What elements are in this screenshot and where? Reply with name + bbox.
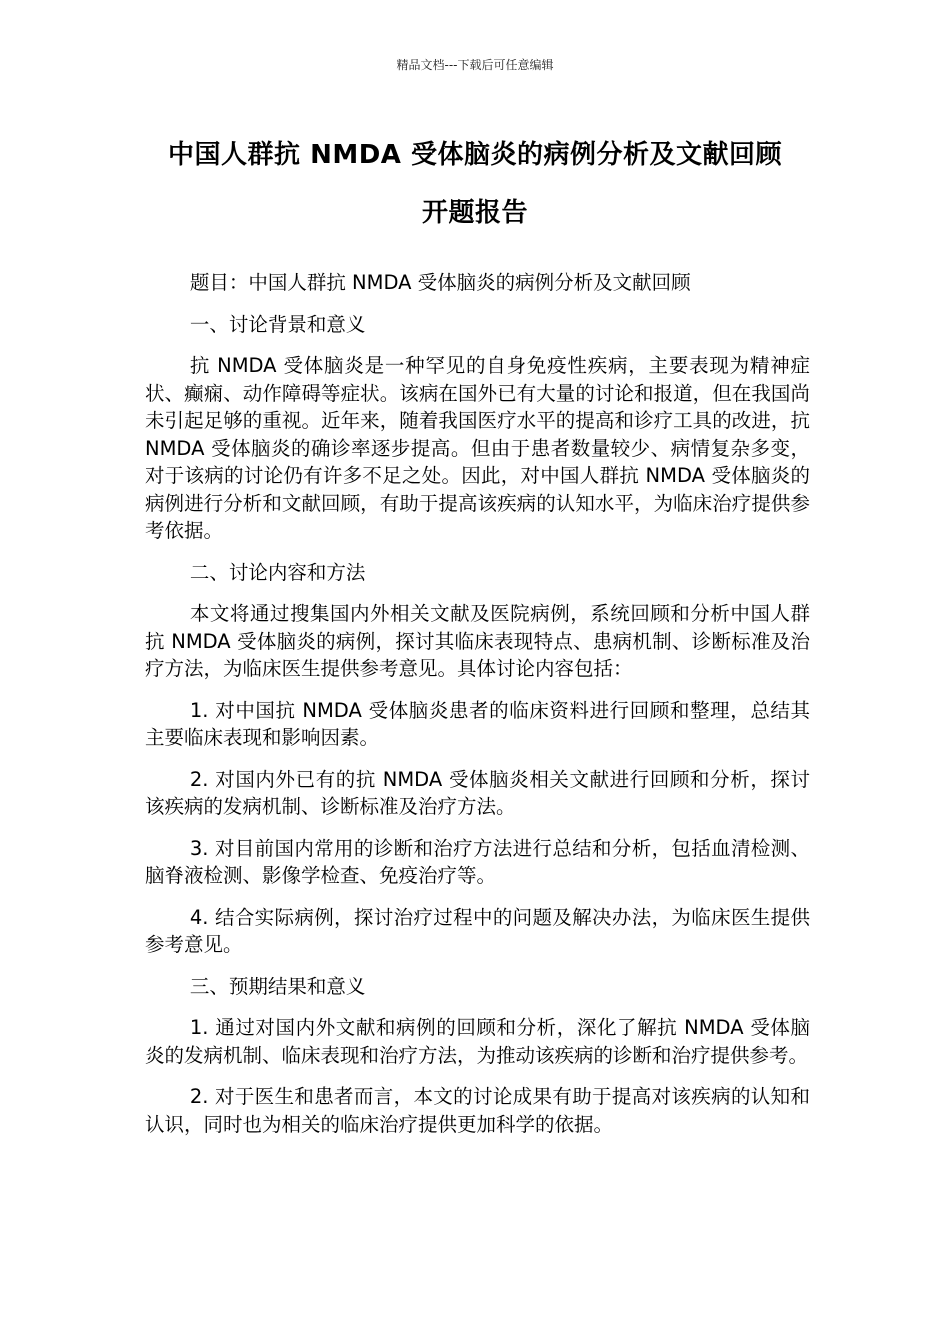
paragraph-content-intro: 本文将通过搜集国内外相关文献及医院病例，系统回顾和分析中国人群抗 NMDA 受体脑炎的病例，探讨其临床表现特点、患病机制、诊断标准及治疗方法，为临床医生提供参考意见。具体讨论内容包括：	[145, 602, 810, 680]
paragraph-background: 抗 NMDA 受体脑炎是一种罕见的自身免疫性疾病，主要表现为精神症状、癫痫、动作障碍等症状。该病在国外已有大量的讨论和报道，但在我国尚未引起足够的重视。近年来，随着我国医疗水平的提高和诊疗工具的改进，抗 NMDA 受体脑炎的确诊率逐步提高。但由于患者数量较少、病情复杂多变，对于该病的讨论仍有许多不足之处。因此，对中国人群抗 NMDA 受体脑炎的病例进行分析和文献回顾，有助于提高该疾病的认知水平，为临床治疗提供参考依据。	[145, 354, 810, 542]
list-item-content-4: 4. 结合实际病例，探讨治疗过程中的问题及解决办法，为临床医生提供参考意见。	[145, 905, 810, 956]
list-item-content-2: 2. 对国内外已有的抗 NMDA 受体脑炎相关文献进行回顾和分析，探讨该疾病的发病机制、诊断标准及治疗方法。	[145, 767, 810, 818]
topic-line: 题目：中国人群抗 NMDA 受体脑炎的病例分析及文献回顾	[189, 271, 691, 294]
list-item-results-1: 1. 通过对国内外文献和病例的回顾和分析，深化了解抗 NMDA 受体脑炎的发病机制、临床表现和治疗方法，为推动该疾病的诊断和治疗提供参考。	[145, 1016, 810, 1067]
document-title-line-2: 开题报告	[421, 198, 528, 228]
list-item-results-2: 2. 对于医生和患者而言，本文的讨论成果有助于提高对该疾病的认知和认识，同时也为相关的临床治疗提供更加科学的依据。	[145, 1085, 810, 1136]
list-item-content-1: 1. 对中国抗 NMDA 受体脑炎患者的临床资料进行回顾和整理，总结其主要临床表现和影响因素。	[145, 698, 810, 749]
document-body	[145, 269, 810, 1152]
header-note: 精品文档---下载后可任意编辑	[396, 58, 554, 72]
section-heading-background: 一、讨论背景和意义	[189, 312, 366, 336]
section-heading-expected-results: 三、预期结果和意义	[189, 974, 366, 998]
list-item-content-3: 3. 对目前国内常用的诊断和治疗方法进行总结和分析，包括血清检测、脑脊液检测、影像学检查、免疫治疗等。	[145, 836, 810, 887]
section-heading-content-methods: 二、讨论内容和方法	[189, 560, 366, 584]
document-title-line-1: 中国人群抗 NMDA 受体脑炎的病例分析及文献回顾	[168, 140, 782, 170]
